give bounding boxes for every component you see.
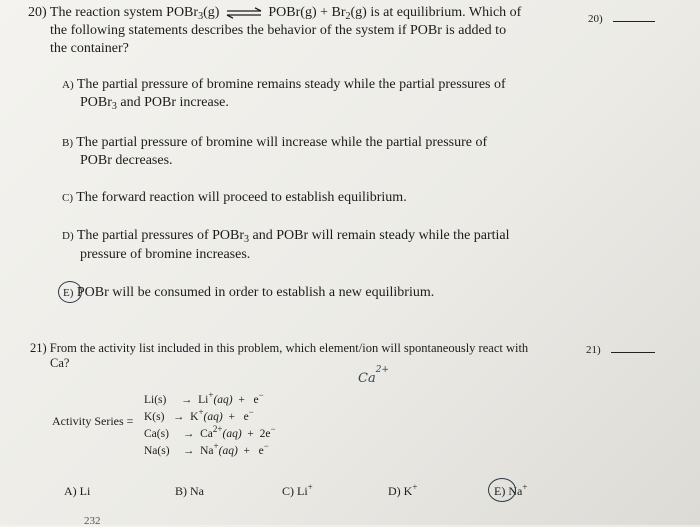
handwritten-note: $Ca^{2+}$ — [358, 365, 389, 386]
q20-option-d[interactable]: D) The partial pressures of POBr$_3$ and POBr will remain steady while the partial — [62, 228, 510, 245]
series-row: Li(s) → Li+(aq) + e− — [144, 390, 264, 406]
q21-choice-c[interactable]: C) Li+ — [282, 482, 313, 498]
q21-choice-d[interactable]: D) K+ — [388, 482, 418, 498]
q21-choice-e[interactable]: E) Na+ — [494, 482, 528, 498]
q21-answer-line[interactable]: 21) — [586, 341, 655, 359]
q20-option-e[interactable]: E) POBr will be consumed in order to establish a new equilibrium. — [63, 285, 435, 300]
q20-stem: 20) The reaction system POBr$_3$(g) POBr(g) + $Br_2(g)$ is at equilibrium. Which of — [28, 5, 522, 22]
q21-choice-b[interactable]: B) Na — [175, 484, 204, 498]
q20-option-b[interactable]: B) The partial pressure of bromine will increase while the partial pressure of — [62, 135, 488, 150]
q20-stem-line3: the container? — [50, 41, 129, 56]
q21-stem: 21) From the activity list included in this problem, which element/ion will spontaneously react with — [30, 341, 529, 355]
series-row: Na(s) → Na+(aq) + e− — [144, 441, 269, 457]
q21-number: 21) — [30, 341, 47, 355]
q20-option-b-line2: POBr decreases. — [80, 153, 173, 168]
q20-number: 20) — [28, 5, 47, 20]
series-row: K(s) → K+(aq) + e− — [144, 407, 254, 423]
q20-answer-line[interactable]: 20) — [588, 10, 655, 28]
series-row: $Ca(s) \to Ca^{2+}(aq) + 2e^-$ — [144, 424, 276, 440]
equilibrium-arrow-icon — [225, 7, 263, 19]
q20-stem-line2: the following statements describes the behavior of the system if POBr is added to — [50, 23, 507, 38]
activity-series-label: Activity Series = — [52, 414, 134, 428]
q21-choice-a[interactable]: A) Li — [64, 484, 91, 498]
page-number: 232 — [84, 515, 101, 527]
q20-option-d-line2: pressure of bromine increases. — [80, 247, 251, 262]
q21-stem-line2: Ca? — [50, 356, 70, 370]
q20-option-a[interactable]: A) The partial pressure of bromine remains steady while the partial pressures of — [62, 77, 506, 92]
q20-option-a-line2: POBr$_3$ and POBr increase. — [80, 95, 229, 112]
activity-series — [144, 392, 276, 460]
q20-option-c[interactable]: C) The forward reaction will proceed to establish equilibrium. — [62, 190, 407, 205]
